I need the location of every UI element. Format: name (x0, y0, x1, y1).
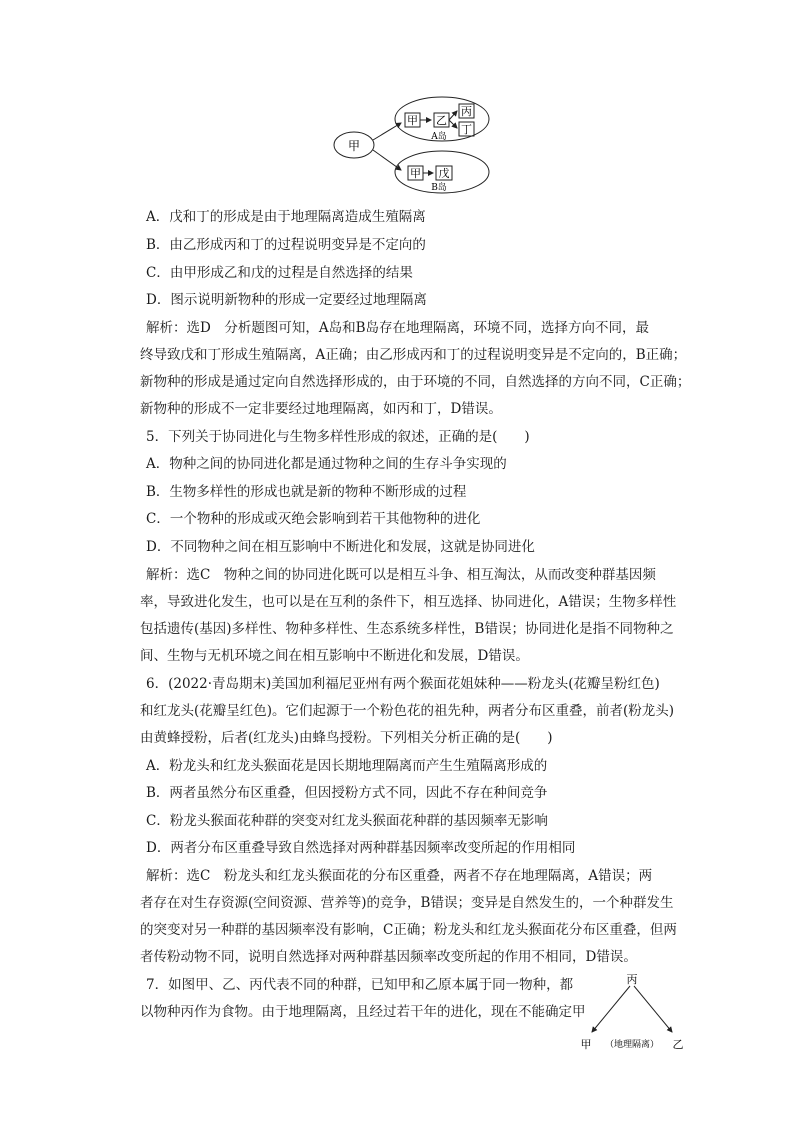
q4-analysis-line: 解析：选D 分析题图可知，A岛和B岛存在地理隔离，环境不同，选择方向不同，最 (146, 320, 649, 336)
q5-analysis-line: 包括遗传(基因)多样性、物种多样性、生态系统多样性，B错误；协同进化是指不同物种之 (140, 621, 674, 637)
q6-stem-line: 由黄蜂授粉，后者(红龙头)由蜂鸟授粉。下列相关分析正确的是( ) (140, 730, 553, 746)
q5-option-a: A．物种之间的协同进化都是通过物种之间的生存斗争实现的 (146, 456, 507, 472)
q5-option-d: D．不同物种之间在相互影响中不断进化和发展，这就是协同进化 (146, 539, 535, 555)
q4-analysis-line: 新物种的形成不一定非要经过地理隔离，如丙和丁，D错误。 (140, 401, 502, 417)
q5-analysis-line: 解析：选C 物种之间的协同进化既可以是相互斗争、相互淘汰，从而改变种群基因频 (146, 567, 656, 583)
q6-option-d: D．两者分布区重叠导致自然选择对两种群基因频率改变所起的作用相同 (146, 840, 576, 856)
speciation-diagram (325, 92, 505, 194)
node-b1: 甲 (410, 167, 421, 180)
q5-analysis-line: 间、生物与无机环境之间在相互影响中不断进化和发展，D错误。 (140, 648, 529, 664)
q6-option-c: C．粉龙头猴面花种群的突变对红龙头猴面花种群的基因频率无影响 (146, 813, 548, 829)
q7-stem-line: 7．如图甲、乙、丙代表不同的种群，已知甲和乙原本属于同一物种，都 (146, 977, 574, 993)
origin-label: 甲 (347, 139, 361, 153)
q4-option-b: B．由乙形成丙和丁的过程说明变异是不定向的 (146, 237, 426, 253)
node-top: 丙 (626, 973, 638, 986)
q6-analysis-line: 者存在对生存资源(空间资源、营养等)的竞争，B错误；变异是自然发生的，一个种群发生 (140, 895, 674, 911)
q6-analysis-line: 解析：选C 粉龙头和红龙头猴面花的分布区重叠，两者不存在地理隔离，A错误；两 (146, 868, 653, 884)
q6-option-b: B．两者虽然分布区重叠，但因授粉方式不同，因此不存在种间竞争 (146, 785, 548, 801)
q5-option-c: C．一个物种的形成或灭绝会影响到若干其他物种的进化 (146, 511, 481, 527)
q5-option-b: B．生物多样性的形成也就是新的物种不断形成的过程 (146, 484, 467, 500)
q4-analysis-line: 终导致戊和丁形成生殖隔离，A正确；由乙形成丙和丁的过程说明变异是不定向的，B正确； (140, 347, 687, 363)
q6-stem-line: 和红龙头(花瓣呈红色)。它们起源于一个粉色花的祖先种，两者分布区重叠，前者(粉龙头) (140, 703, 675, 719)
island-a-label: A岛 (431, 132, 447, 142)
node-left: 甲 (580, 1038, 592, 1051)
q6-analysis-line: 者传粉动物不同，说明自然选择对两种群基因频率改变所起的作用不相同，D错误。 (140, 949, 637, 965)
node-b2: 戊 (438, 167, 450, 180)
q4-option-d: D．图示说明新物种的形成一定要经过地理隔离 (146, 292, 427, 308)
q6-option-a: A．粉龙头和红龙头猴面花是因长期地理隔离而产生生殖隔离形成的 (146, 758, 548, 774)
q4-analysis-line: 新物种的形成是通过定向自然选择形成的，由于环境的不同，自然选择的方向不同，C正确； (140, 374, 691, 390)
isolation-diagram (578, 970, 690, 1052)
node-a1: 甲 (407, 114, 418, 127)
q7-stem-line: 以物种丙作为食物。由于地理隔离，且经过若干年的进化，现在不能确定甲 (140, 1004, 586, 1020)
q4-option-c: C．由甲形成乙和戊的过程是自然选择的结果 (146, 265, 413, 281)
q4-option-a: A．戊和丁的形成是由于地理隔离造成生殖隔离 (146, 209, 426, 225)
q6-stem-line: 6．(2022·青岛期末)美国加利福尼亚州有两个猴面花姐妹种——粉龙头(花瓣呈粉红色) (146, 676, 660, 692)
island-b-label: B岛 (431, 183, 447, 193)
middle-label: （地理隔离） (604, 1040, 660, 1050)
q5-stem: 5．下列关于协同进化与生物多样性形成的叙述，正确的是( ) (146, 429, 530, 445)
node-a2: 乙 (436, 114, 447, 127)
node-a3: 丙 (461, 105, 472, 118)
node-a4: 丁 (461, 123, 472, 136)
node-right: 乙 (672, 1038, 684, 1051)
q6-analysis-line: 的突变对另一种群的基因频率没有影响，C正确；粉龙头和红龙头猴面花分布区重叠，但两 (140, 922, 677, 938)
q5-analysis-line: 率，导致进化发生，也可以是在互利的条件下，相互选择、协同进化，A错误；生物多样性 (140, 594, 677, 610)
